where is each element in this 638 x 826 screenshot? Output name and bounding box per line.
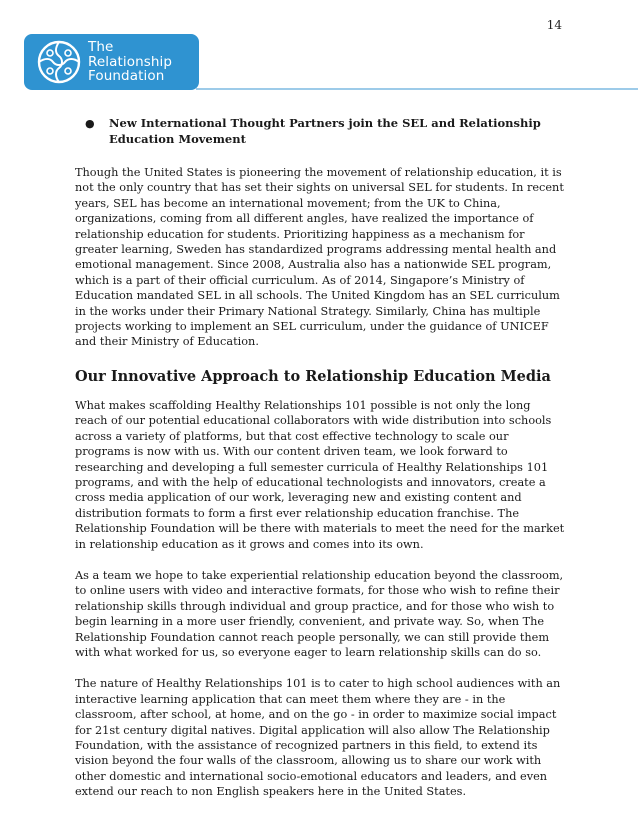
- paragraph-approach: What makes scaffolding Healthy Relationships 101 possible is not only the long reach of our potential educational collaborators with wide distribution into schools across a variety of platforms, but that cost effective technology to scale our programs is now with us. With our content driven team, we look forward to researching and developing a full semester curricula of Healthy Relationships 101 programs, and with the help of educational technologists and innovators, create a cross media application of our work, leveraging new and existing content and distribution formats to form a first ever relationship education franchise. The Relationship Foundation will be there with materials to meet the need for the market in relationship education as it grows and comes into its own.: [75, 398, 565, 551]
- bullet-heading: New International Thought Partners join the SEL and Relationship Education Movement: [109, 116, 541, 146]
- logo-line-1: The: [88, 39, 114, 56]
- paragraph-nature: The nature of Healthy Relationships 101 is to cater to high school audiences with an interactive learning application that can meet them where they are - in the classroom, after school, at home, and on the go - in order to maximize social impact for 21st century digital natives. Digital application will also allow The Relationship Foundation, with the assistance of recognized partners in this field, to extend its vision beyond the four walls of the classroom, allowing us to share our work with other domestic and international socio-emotional educators and leaders, and even extend our reach to non English speakers here in the United States.: [75, 677, 561, 799]
- section-heading: Our Innovative Approach to Relationship Education Media: [75, 367, 551, 385]
- logo-line-2: Relationship: [88, 53, 173, 70]
- paragraph-international: Though the United States is pioneering the movement of relationship education, it is not the only country that has set their sights on universal SEL for students. In recent years, SEL has become an international movement; from the UK to China, organizations, coming from all different angles, have realized the importance of relationship education for students. Prioritizing happiness as a mechanism for greater learning, Sweden has standardized programs addressing mental health and emotional management. Since 2008, Australia also has a nationwide SEL program, which is a part of their official curriculum. As of 2014, Singapore’s Ministry of Education mandated SEL in all schools. The United Kingdom has an SEL curriculum in the works under their Primary National Strategy. Similarly, China has multiple projects working to implement an SEL curriculum, under the guidance of UNICEF and their Ministry of Education.: [75, 166, 564, 349]
- page-content: [75, 116, 565, 800]
- header-rule: [196, 88, 638, 90]
- bullet-item: [85, 116, 565, 147]
- logo: [24, 34, 199, 90]
- logo-line-3: Foundation: [88, 68, 165, 85]
- logo-text: [88, 40, 172, 84]
- puzzle-globe-icon: [36, 39, 82, 85]
- bullet-dot-icon: ●: [85, 117, 95, 130]
- page-number: 14: [546, 18, 562, 32]
- paragraph-team: As a team we hope to take experiential relationship education beyond the classroom, to online users with video and interactive formats, for those who wish to refine their relationship skills through individual and group practice, and for those who wish to begin learning in a more user friendly, convenient, and private way. So, when The Relationship Foundation cannot reach people personally, we can still provide them with what worked for us, so everyone eager to learn relationship skills can do so.: [75, 568, 564, 659]
